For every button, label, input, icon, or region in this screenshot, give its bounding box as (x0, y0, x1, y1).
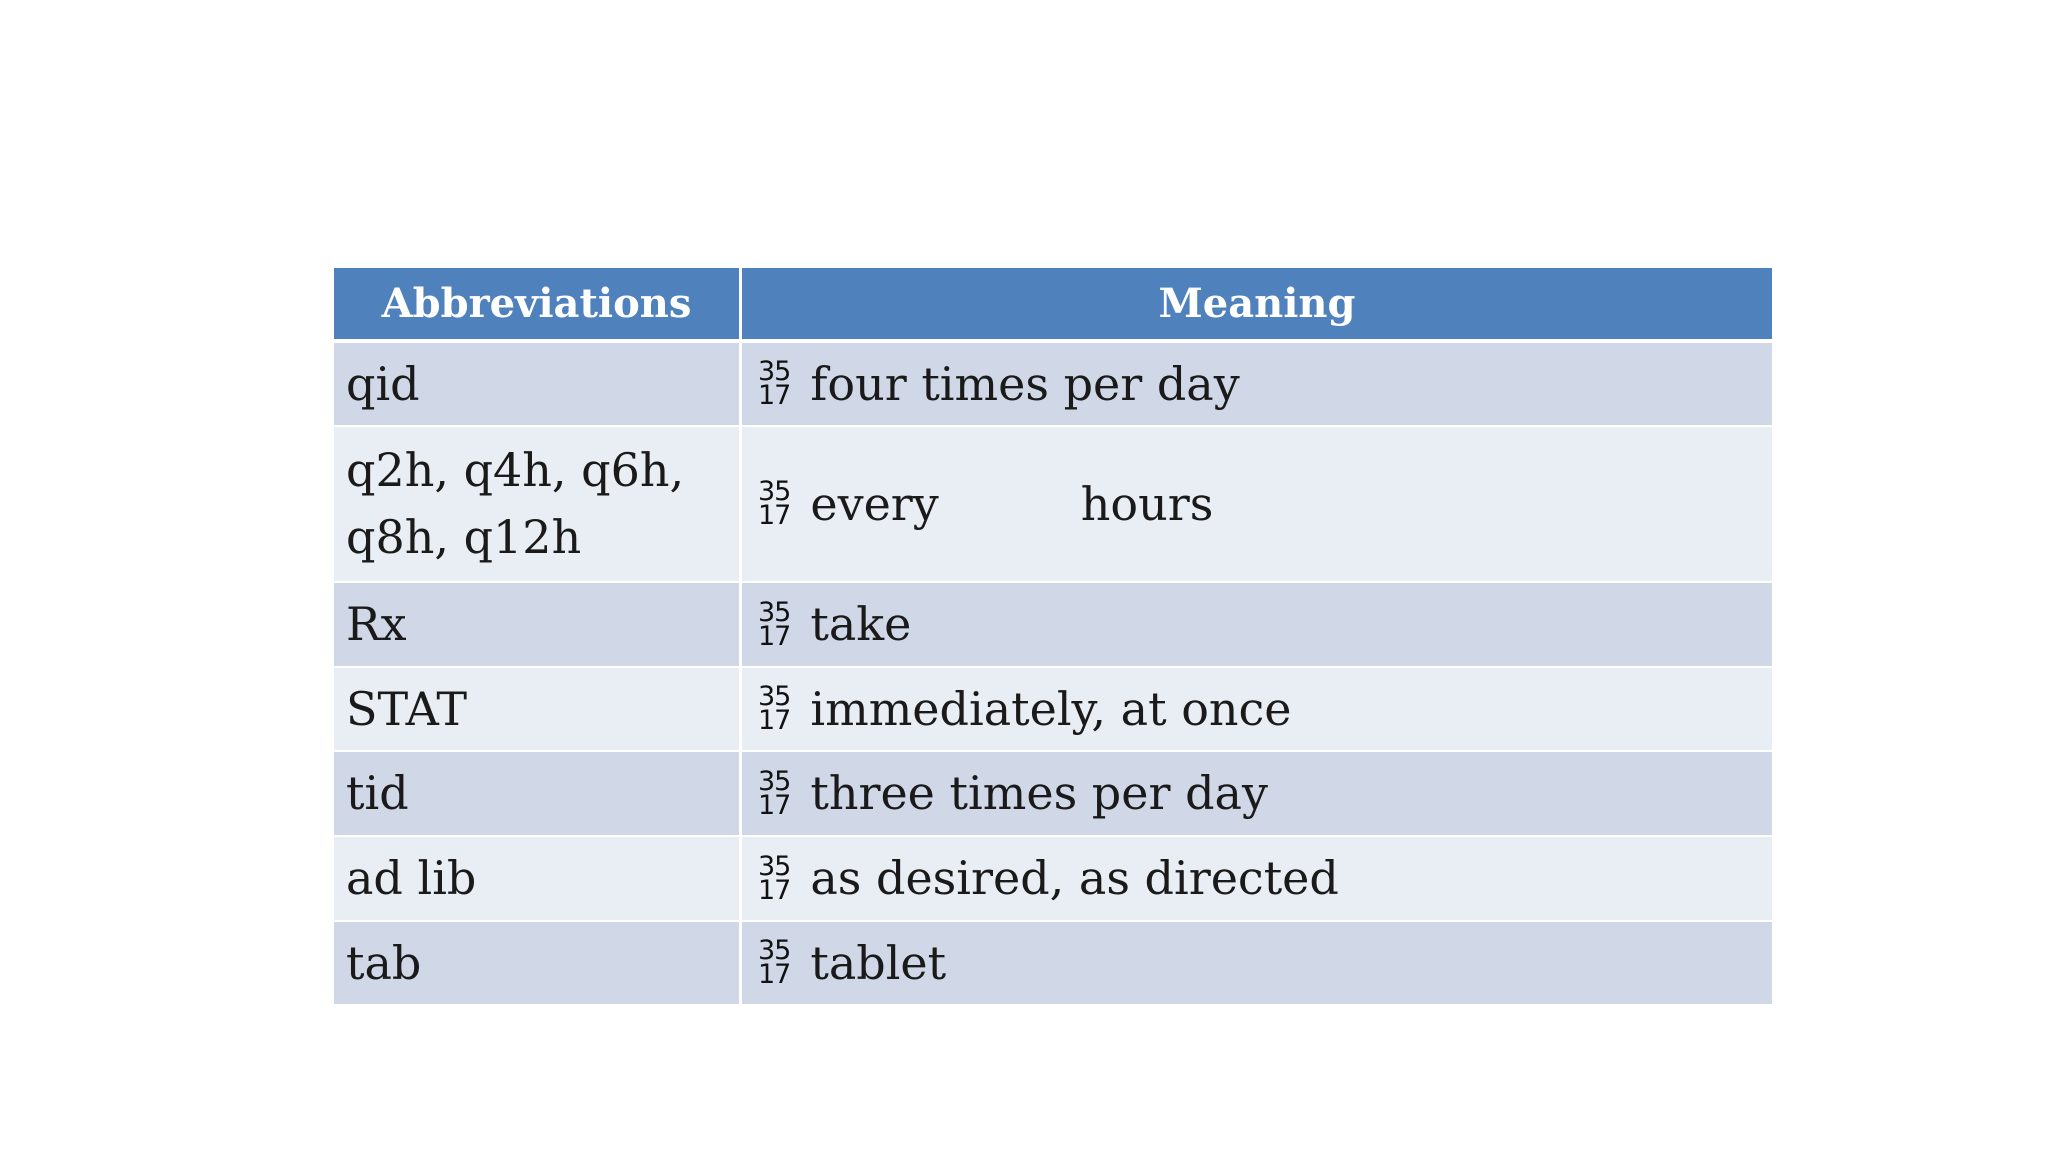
header-abbreviations: Abbreviations (334, 268, 742, 343)
abbr-text: q2h, q4h, q6h, q8h, q12h (346, 443, 685, 564)
table-row-meaning (742, 922, 1772, 1006)
header-meaning: Meaning (742, 268, 1772, 343)
note-top: 35 (758, 596, 791, 628)
note-marker (758, 356, 791, 411)
note-top: 35 (758, 681, 791, 712)
note-top: 35 (758, 476, 791, 507)
meaning-text: immediately, at once (810, 681, 1292, 736)
table-row-abbr (334, 837, 742, 922)
note-bottom: 17 (758, 380, 791, 411)
abbreviations-table (334, 268, 1772, 1006)
table-row-abbr (334, 752, 742, 837)
table-row-meaning (742, 668, 1772, 752)
table-row-abbr (334, 343, 742, 427)
note-marker (758, 476, 791, 531)
note-top: 35 (758, 765, 791, 797)
meaning-text: every (810, 476, 939, 531)
table-row-meaning (742, 583, 1772, 668)
note-bottom: 17 (758, 705, 791, 736)
note-marker (758, 850, 791, 906)
note-bottom: 17 (758, 959, 791, 990)
abbr-text: qid (346, 356, 420, 411)
note-top: 35 (758, 850, 791, 882)
table-row-abbr (334, 583, 742, 668)
meaning-suffix: hours (1080, 476, 1214, 531)
table-row-meaning (742, 837, 1772, 922)
note-marker (758, 765, 791, 821)
note-marker (758, 935, 791, 990)
note-top: 35 (758, 935, 791, 966)
table-row-meaning (742, 343, 1772, 427)
abbr-text: tab (346, 935, 422, 990)
abbr-text: Rx (346, 597, 407, 652)
meaning-text: four times per day (810, 356, 1240, 411)
note-marker (758, 596, 791, 652)
note-bottom: 17 (758, 789, 791, 821)
meaning-text: three times per day (810, 766, 1268, 821)
table-row-meaning (742, 752, 1772, 837)
abbr-text: ad lib (346, 851, 477, 906)
meaning-text: take (810, 597, 912, 652)
meaning-text: tablet (810, 935, 947, 990)
note-top: 35 (758, 356, 791, 387)
table-row-abbr (334, 668, 742, 752)
table-row-abbr (334, 922, 742, 1006)
note-bottom: 17 (758, 500, 791, 531)
abbr-text: tid (346, 766, 409, 821)
meaning-text: as desired, as directed (810, 851, 1339, 906)
abbr-text: STAT (346, 681, 468, 736)
table-row-abbr (334, 427, 742, 583)
note-marker (758, 681, 791, 736)
note-bottom: 17 (758, 620, 791, 652)
table-row-meaning (742, 427, 1772, 583)
note-bottom: 17 (758, 874, 791, 906)
